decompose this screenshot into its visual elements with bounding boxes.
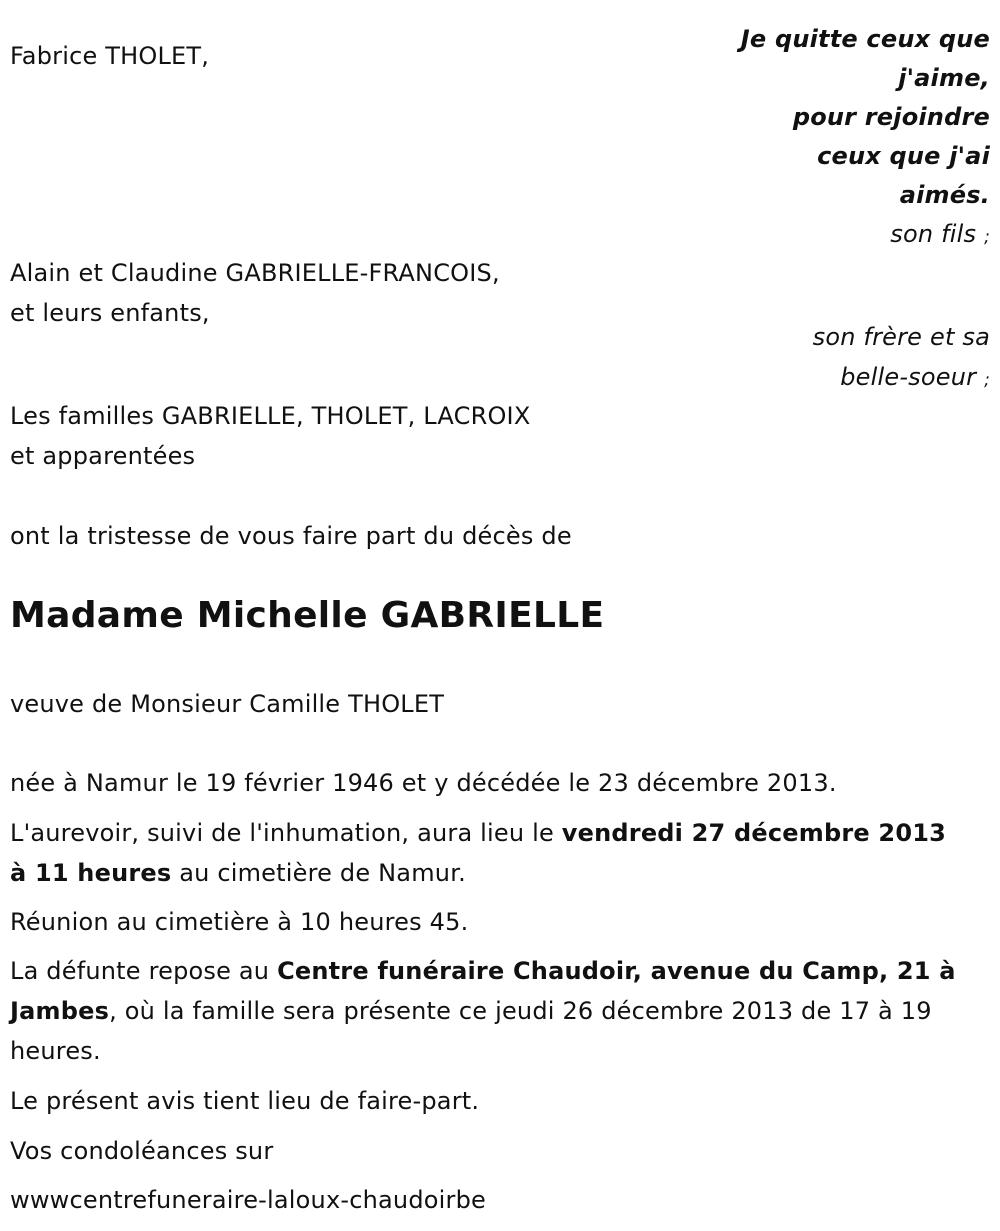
website-link[interactable]: wwwcentrefuneraire-laloux-chaudoirbe <box>10 1186 486 1214</box>
condolences-text: Vos condoléances sur <box>10 1137 274 1165</box>
quote-line: ceux que j'ai <box>817 142 990 170</box>
rest-paragraph: La défunte repose au Centre funéraire Chaudoir, avenue du Camp, 21 à Jambes, où la famille sera présente ce jeudi 26 décembre 2013 de 17 à 19 heures. <box>10 957 956 1065</box>
epitaph-quote <box>670 20 990 215</box>
brother-relation-line1: son frère et sa <box>812 323 990 351</box>
quote-line: pour rejoindre <box>792 103 990 131</box>
quote-line: aimés. <box>899 181 990 209</box>
funeral-home-address: Centre funéraire Chaudoir, avenue du Camp, 21 à Jambes <box>10 957 956 1025</box>
widow-of: veuve de Monsieur Camille THOLET <box>10 690 445 718</box>
notice-text: Le présent avis tient lieu de faire-part. <box>10 1087 480 1115</box>
brother-relation-line2: belle-soeur ; <box>840 363 990 391</box>
families-line2: et apparentées <box>10 442 196 470</box>
son-name: Fabrice THOLET, <box>10 42 210 70</box>
ceremony-paragraph: L'aurevoir, suivi de l'inhumation, aura lieu le vendredi 27 décembre 2013 à 11 heures au cimetière de Namur. <box>10 819 947 887</box>
brother-names: Alain et Claudine GABRIELLE-FRANCOIS, <box>10 259 500 287</box>
son-relation: son fils ; <box>890 220 990 248</box>
ceremony-time: à 11 heures <box>10 859 172 887</box>
families-line1: Les familles GABRIELLE, THOLET, LACROIX <box>10 402 531 430</box>
quote-line: Je quitte ceux que <box>740 25 990 53</box>
meeting-info: Réunion au cimetière à 10 heures 45. <box>10 908 469 936</box>
ceremony-date: vendredi 27 décembre 2013 <box>561 819 947 847</box>
quote-line: j'aime, <box>898 64 990 92</box>
birth-death: née à Namur le 19 février 1946 et y décédée le 23 décembre 2013. <box>10 769 837 797</box>
brother-children: et leurs enfants, <box>10 299 210 327</box>
deceased-name: Madame Michelle GABRIELLE <box>10 595 605 636</box>
announcement-text: ont la tristesse de vous faire part du décès de <box>10 522 572 550</box>
